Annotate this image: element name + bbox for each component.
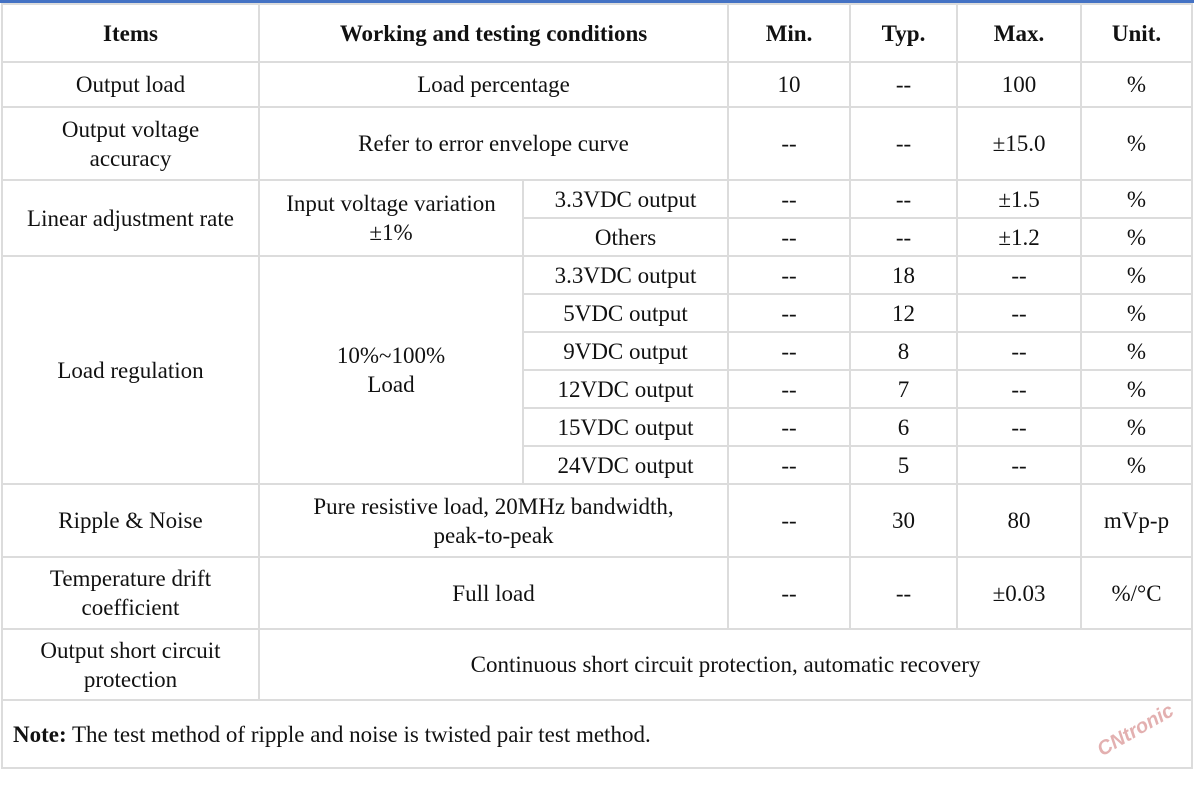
min-cell: -- — [728, 256, 850, 294]
note-text: The test method of ripple and noise is twisted pair test method. — [66, 721, 651, 747]
typ-cell: 6 — [850, 408, 957, 446]
table-row — [2, 62, 1192, 107]
typ-cell: -- — [850, 557, 957, 629]
condition-cell: Continuous short circuit protection, automatic recovery — [259, 629, 1192, 700]
condition-cell: Load percentage — [259, 62, 728, 107]
max-cell: -- — [957, 370, 1081, 408]
typ-cell: 7 — [850, 370, 957, 408]
header-row — [2, 4, 1192, 62]
table-row — [2, 107, 1192, 180]
sub-condition-cell: 15VDC output — [523, 408, 728, 446]
max-cell: 100 — [957, 62, 1081, 107]
typ-cell: 5 — [850, 446, 957, 484]
item-cell — [2, 629, 259, 700]
item-cell — [2, 557, 259, 629]
unit-cell: % — [1081, 332, 1192, 370]
condition-line: Pure resistive load, 20MHz bandwidth, — [313, 493, 674, 519]
typ-cell: -- — [850, 218, 957, 256]
unit-cell: % — [1081, 62, 1192, 107]
table-row — [2, 557, 1192, 629]
condition-cell — [259, 484, 728, 557]
min-cell: -- — [728, 446, 850, 484]
item-cell: Linear adjustment rate — [2, 180, 259, 256]
unit-cell: % — [1081, 370, 1192, 408]
header-typ: Typ. — [850, 4, 957, 62]
typ-cell: 18 — [850, 256, 957, 294]
unit-cell: %/°C — [1081, 557, 1192, 629]
item-cell — [2, 107, 259, 180]
min-cell: -- — [728, 370, 850, 408]
condition-line: peak-to-peak — [433, 522, 554, 548]
spec-table — [1, 3, 1193, 769]
header-min: Min. — [728, 4, 850, 62]
header-items: Items — [2, 4, 259, 62]
max-cell: -- — [957, 332, 1081, 370]
min-cell: -- — [728, 294, 850, 332]
unit-cell: % — [1081, 256, 1192, 294]
min-cell: -- — [728, 408, 850, 446]
condition-cell: Refer to error envelope curve — [259, 107, 728, 180]
max-cell: 80 — [957, 484, 1081, 557]
unit-cell: % — [1081, 294, 1192, 332]
item-line: Temperature drift — [49, 566, 212, 591]
typ-cell: -- — [850, 180, 957, 218]
item-cell: Ripple & Noise — [2, 484, 259, 557]
sub-condition-cell: 3.3VDC output — [523, 180, 728, 218]
condition-cell — [259, 180, 523, 256]
watermark-text: CNtronic — [1093, 699, 1178, 761]
unit-cell: % — [1081, 218, 1192, 256]
max-cell: ±0.03 — [957, 557, 1081, 629]
condition-line: ±1% — [369, 220, 413, 245]
unit-cell: % — [1081, 408, 1192, 446]
condition-cell: Full load — [259, 557, 728, 629]
condition-line: 10%~100% — [336, 343, 446, 368]
table-row — [2, 180, 1192, 218]
item-line: coefficient — [81, 595, 180, 620]
max-cell: ±15.0 — [957, 107, 1081, 180]
typ-cell: 12 — [850, 294, 957, 332]
condition-cell — [259, 256, 523, 484]
sub-condition-cell: 9VDC output — [523, 332, 728, 370]
unit-cell: % — [1081, 446, 1192, 484]
item-line: protection — [83, 666, 178, 692]
sub-condition-cell: Others — [523, 218, 728, 256]
table-row — [2, 484, 1192, 557]
item-cell: Output load — [2, 62, 259, 107]
max-cell: ±1.5 — [957, 180, 1081, 218]
typ-cell: -- — [850, 62, 957, 107]
typ-cell: -- — [850, 107, 957, 180]
sub-condition-cell: 5VDC output — [523, 294, 728, 332]
item-cell: Load regulation — [2, 256, 259, 484]
min-cell: -- — [728, 218, 850, 256]
sub-condition-cell: 24VDC output — [523, 446, 728, 484]
note-label: Note: — [13, 721, 67, 747]
max-cell: -- — [957, 256, 1081, 294]
sub-condition-cell: 3.3VDC output — [523, 256, 728, 294]
max-cell: -- — [957, 294, 1081, 332]
min-cell: -- — [728, 180, 850, 218]
unit-cell: % — [1081, 180, 1192, 218]
header-max: Max. — [957, 4, 1081, 62]
min-cell: -- — [728, 332, 850, 370]
min-cell: -- — [728, 557, 850, 629]
table-row — [2, 629, 1192, 700]
condition-line: Input voltage variation — [286, 191, 496, 216]
unit-cell: % — [1081, 107, 1192, 180]
typ-cell: 8 — [850, 332, 957, 370]
table-row — [2, 256, 1192, 294]
condition-line: Load — [367, 372, 415, 397]
note-row — [2, 700, 1192, 768]
max-cell: ±1.2 — [957, 218, 1081, 256]
header-unit: Unit. — [1081, 4, 1192, 62]
typ-cell: 30 — [850, 484, 957, 557]
max-cell: -- — [957, 408, 1081, 446]
item-line: accuracy — [89, 145, 172, 171]
max-cell: -- — [957, 446, 1081, 484]
item-line: Output short circuit — [40, 637, 221, 663]
note-cell — [2, 700, 1192, 768]
header-conditions: Working and testing conditions — [259, 4, 728, 62]
item-line: Output voltage — [61, 116, 200, 142]
min-cell: -- — [728, 484, 850, 557]
sub-condition-cell: 12VDC output — [523, 370, 728, 408]
min-cell: 10 — [728, 62, 850, 107]
unit-cell: mVp-p — [1081, 484, 1192, 557]
min-cell: -- — [728, 107, 850, 180]
